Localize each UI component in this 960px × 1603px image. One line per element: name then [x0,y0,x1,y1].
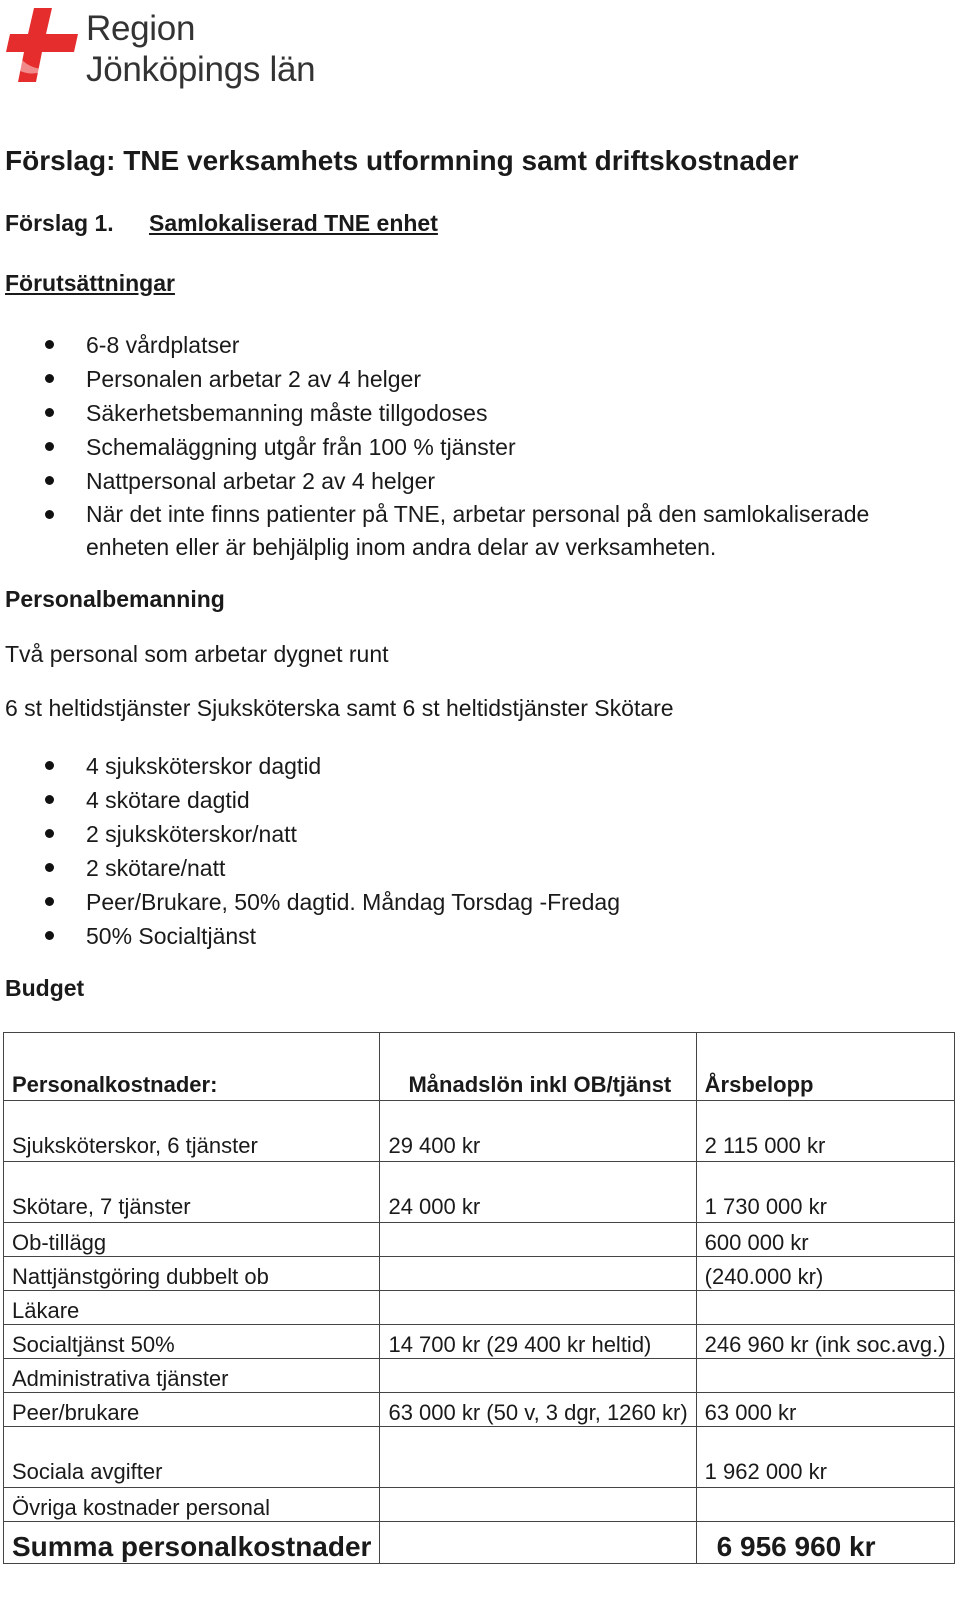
bullet-icon [45,510,54,519]
bullet-icon [45,829,54,838]
table-header-cell: Personalkostnader: [4,1033,380,1101]
table-header-row [4,1033,955,1101]
staffing-list [0,749,620,953]
table-row [4,1427,955,1488]
list-item: 2 skötare/natt [0,851,620,885]
bullet-icon [45,374,54,383]
region-logo [4,6,334,90]
table-cell: Läkare [4,1291,380,1325]
table-cell: Sociala avgifter [4,1427,380,1488]
table-row [4,1257,955,1291]
table-cell [380,1359,696,1393]
budget-table [3,1032,955,1564]
bullet-icon [45,795,54,804]
list-item: Peer/Brukare, 50% dagtid. Måndag Torsdag -Fredag [0,885,620,919]
list-item: När det inte finns patienter på TNE, arbetar personal på den samlokaliserade enheten eller är behjälplig inom andra delar av verksamheten. [0,498,926,564]
table-cell [380,1223,696,1257]
bullet-icon [45,931,54,940]
bullet-icon [45,442,54,451]
table-cell: Sjuksköterskor, 6 tjänster [4,1101,380,1162]
budget-heading: Budget [5,975,85,1001]
bullet-icon [45,340,54,349]
forutsattningar-list [0,328,926,564]
table-cell: Peer/brukare [4,1393,380,1427]
table-row [4,1488,955,1522]
list-item: Personalen arbetar 2 av 4 helger [0,362,926,396]
table-cell: 1 730 000 kr [696,1162,954,1223]
list-item: 4 sjuksköterskor dagtid [0,749,620,783]
list-item: 4 skötare dagtid [0,783,620,817]
proposal-number: Förslag 1. [5,210,114,236]
table-row [4,1393,955,1427]
staffing-paragraph-1: Två personal som arbetar dygnet runt [5,641,389,667]
list-item: 2 sjuksköterskor/natt [0,817,620,851]
table-cell: Socialtjänst 50% [4,1325,380,1359]
table-cell [380,1257,696,1291]
table-cell: Nattjänstgöring dubbelt ob [4,1257,380,1291]
total-label: Summa personalkostnader [4,1522,380,1564]
table-row [4,1291,955,1325]
table-row [4,1101,955,1162]
bullet-icon [45,897,54,906]
table-header-cell: Månadslön inkl OB/tjänst [380,1033,696,1101]
staffing-paragraph-2: 6 st heltidstjänster Sjuksköterska samt 6 st heltidstjänster Skötare [5,695,674,721]
red-cross-icon [4,6,84,86]
table-cell: 246 960 kr (ink soc.avg.) [696,1325,954,1359]
table-cell: Ob-tillägg [4,1223,380,1257]
personalbemanning-heading: Personalbemanning [5,586,225,612]
bullet-icon [45,408,54,417]
bullet-icon [45,863,54,872]
table-cell [696,1488,954,1522]
table-cell: 63 000 kr [696,1393,954,1427]
table-cell: 63 000 kr (50 v, 3 dgr, 1260 kr) [380,1393,696,1427]
table-row [4,1325,955,1359]
table-cell: 600 000 kr [696,1223,954,1257]
table-cell: (240.000 kr) [696,1257,954,1291]
table-cell: 1 962 000 kr [696,1427,954,1488]
table-row [4,1359,955,1393]
table-cell: 29 400 kr [380,1101,696,1162]
table-cell [380,1522,696,1564]
table-cell [380,1427,696,1488]
list-item: Nattpersonal arbetar 2 av 4 helger [0,464,926,498]
table-row [4,1162,955,1223]
total-value: 6 956 960 kr [696,1522,954,1564]
logo-line-1: Region [86,9,196,48]
forutsattningar-heading: Förutsättningar [5,270,175,296]
list-item: 50% Socialtjänst [0,919,620,953]
total-row [4,1522,955,1564]
table-cell: 14 700 kr (29 400 kr heltid) [380,1325,696,1359]
proposal-name: Samlokaliserad TNE enhet [149,210,438,236]
table-cell [380,1291,696,1325]
table-row [4,1223,955,1257]
table-cell: 24 000 kr [380,1162,696,1223]
table-cell: Övriga kostnader personal [4,1488,380,1522]
table-cell [696,1291,954,1325]
list-item: Säkerhetsbemanning måste tillgodoses [0,396,926,430]
table-cell: 2 115 000 kr [696,1101,954,1162]
logo-line-2: Jönköpings län [86,50,316,89]
list-item: Schemaläggning utgår från 100 % tjänster [0,430,926,464]
proposal-heading [5,210,438,237]
table-cell: Skötare, 7 tjänster [4,1162,380,1223]
table-cell [380,1488,696,1522]
logo-wordmark [86,8,315,90]
table-cell: Administrativa tjänster [4,1359,380,1393]
bullet-icon [45,761,54,770]
list-item: 6-8 vårdplatser [0,328,926,362]
table-cell [696,1359,954,1393]
table-header-cell: Årsbelopp [696,1033,954,1101]
document-title: Förslag: TNE verksamhets utformning samt driftskostnader [5,145,799,176]
bullet-icon [45,476,54,485]
